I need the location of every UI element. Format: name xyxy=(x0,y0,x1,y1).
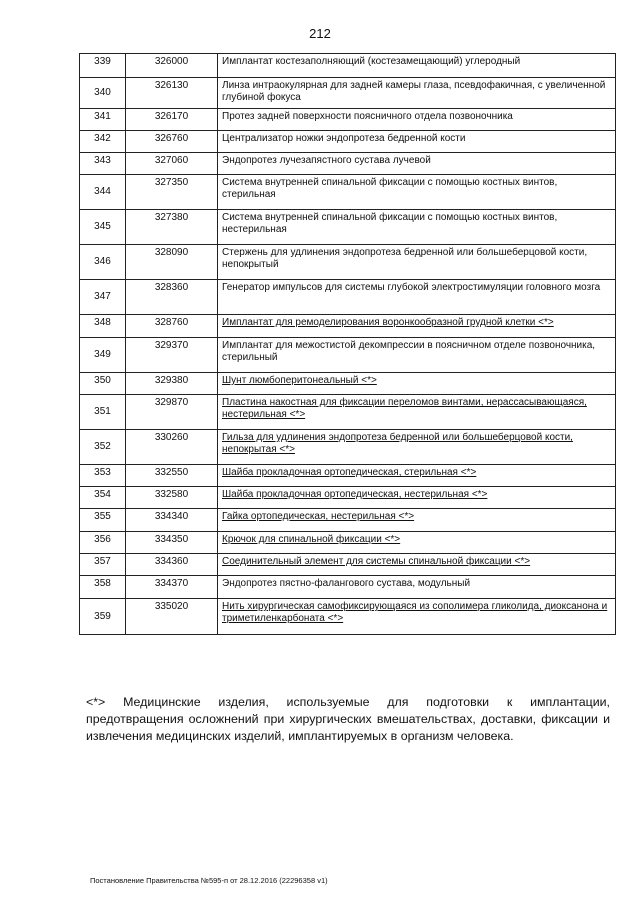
device-name-text: Генератор импульсов для системы глубокой электростимуляции головного мозга xyxy=(222,282,601,293)
document-footer: Постановление Правительства №595-п от 28.12.2016 (22296358 v1) xyxy=(90,876,328,885)
device-name xyxy=(218,175,616,210)
device-name xyxy=(218,315,616,338)
device-code: 334340 xyxy=(126,509,218,532)
table-row xyxy=(80,210,616,245)
device-code: 334350 xyxy=(126,532,218,554)
device-name-text: Соединительный элемент для системы спинальной фиксации <*> xyxy=(222,556,531,567)
device-name-text: Имплантат для ремоделирования воронкообразной грудной клетки <*> xyxy=(222,317,554,328)
device-name-text: Линза интраокулярная для задней камеры глаза, псевдофакичная, с увеличенной глубиной фокуса xyxy=(222,80,606,103)
table-row xyxy=(80,78,616,109)
device-name xyxy=(218,153,616,175)
device-name xyxy=(218,245,616,280)
table-row xyxy=(80,54,616,78)
device-code: 335020 xyxy=(126,599,218,635)
device-code: 326000 xyxy=(126,54,218,78)
device-code: 328760 xyxy=(126,315,218,338)
device-name-text: Имплантат для межостистой декомпрессии в поясничном отделе позвоночника, стерильный xyxy=(222,340,596,363)
device-name xyxy=(218,554,616,576)
row-number: 359 xyxy=(80,599,126,635)
table-row xyxy=(80,280,616,315)
row-number: 347 xyxy=(80,280,126,315)
table-row xyxy=(80,554,616,576)
device-name xyxy=(218,109,616,131)
device-name xyxy=(218,465,616,487)
table-row xyxy=(80,338,616,373)
medical-devices-table xyxy=(79,53,616,635)
row-number: 340 xyxy=(80,78,126,109)
device-name-text: Пластина накостная для фиксации переломов винтами, нерассасывающаяся, нестерильная <*> xyxy=(222,397,587,420)
row-number: 341 xyxy=(80,109,126,131)
row-number: 357 xyxy=(80,554,126,576)
device-name xyxy=(218,210,616,245)
table-body xyxy=(80,54,616,635)
table-row xyxy=(80,487,616,509)
row-number: 344 xyxy=(80,175,126,210)
device-name xyxy=(218,532,616,554)
device-code: 326760 xyxy=(126,131,218,153)
row-number: 354 xyxy=(80,487,126,509)
device-name-text: Протез задней поверхности поясничного отдела позвоночника xyxy=(222,111,513,122)
row-number: 358 xyxy=(80,576,126,599)
device-code: 329870 xyxy=(126,395,218,430)
device-name xyxy=(218,54,616,78)
device-code: 326170 xyxy=(126,109,218,131)
device-name xyxy=(218,78,616,109)
device-code: 328360 xyxy=(126,280,218,315)
device-name-text: Система внутренней спинальной фиксации с помощью костных винтов, стерильная xyxy=(222,177,558,200)
row-number: 348 xyxy=(80,315,126,338)
device-name xyxy=(218,373,616,395)
device-name xyxy=(218,395,616,430)
table-row xyxy=(80,532,616,554)
row-number: 345 xyxy=(80,210,126,245)
page-number: 212 xyxy=(309,26,331,41)
device-code: 328090 xyxy=(126,245,218,280)
device-name xyxy=(218,338,616,373)
device-code: 332550 xyxy=(126,465,218,487)
row-number: 343 xyxy=(80,153,126,175)
device-code: 329370 xyxy=(126,338,218,373)
row-number: 351 xyxy=(80,395,126,430)
device-name-text: Крючок для спинальной фиксации <*> xyxy=(222,534,401,545)
device-name-text: Система внутренней спинальной фиксации с помощью костных винтов, нестерильная xyxy=(222,212,558,235)
device-name-text: Эндопротез пястно-фалангового сустава, модульный xyxy=(222,578,471,589)
row-number: 342 xyxy=(80,131,126,153)
table-row xyxy=(80,576,616,599)
device-name-text: Имплантат костезаполняющий (костезамещающий) углеродный xyxy=(222,56,521,67)
device-name xyxy=(218,509,616,532)
device-code: 327060 xyxy=(126,153,218,175)
device-name xyxy=(218,280,616,315)
table-row xyxy=(80,373,616,395)
row-number: 353 xyxy=(80,465,126,487)
table-row xyxy=(80,509,616,532)
table-row xyxy=(80,395,616,430)
row-number: 339 xyxy=(80,54,126,78)
footnote: <*> Медицинские изделия, используемые для подготовки к имплантации, предотвращения осложнений при хирургических вмешательствах, доставки, фиксации и извлечения медицинских изделий, имплантируемых в организм человека. xyxy=(86,695,610,743)
device-name xyxy=(218,131,616,153)
table-row xyxy=(80,131,616,153)
device-name-text: Шунт люмбоперитонеальный <*> xyxy=(222,375,377,386)
device-name-text: Гайка ортопедическая, нестерильная <*> xyxy=(222,511,415,522)
device-code: 334360 xyxy=(126,554,218,576)
row-number: 355 xyxy=(80,509,126,532)
device-name-text: Гильза для удлинения эндопротеза бедренной или большеберцовой кости, непокрытая <*> xyxy=(222,432,573,455)
row-number: 349 xyxy=(80,338,126,373)
device-name xyxy=(218,487,616,509)
device-code: 332580 xyxy=(126,487,218,509)
table-row xyxy=(80,245,616,280)
device-code: 326130 xyxy=(126,78,218,109)
device-code: 327380 xyxy=(126,210,218,245)
row-number: 350 xyxy=(80,373,126,395)
row-number: 356 xyxy=(80,532,126,554)
table-row xyxy=(80,109,616,131)
table-row xyxy=(80,315,616,338)
table-row xyxy=(80,599,616,635)
device-name-text: Шайба прокладочная ортопедическая, нестерильная <*> xyxy=(222,489,488,500)
table-row xyxy=(80,465,616,487)
device-code: 334370 xyxy=(126,576,218,599)
device-code: 329380 xyxy=(126,373,218,395)
device-name xyxy=(218,599,616,635)
device-code: 327350 xyxy=(126,175,218,210)
device-name-text: Нить хирургическая самофиксирующаяся из сополимера гликолида, диоксанона и триметиленкарбоната <*> xyxy=(222,601,608,624)
device-name-text: Централизатор ножки эндопротеза бедренной кости xyxy=(222,133,466,144)
table-row xyxy=(80,153,616,175)
table-row xyxy=(80,175,616,210)
device-name-text: Стержень для удлинения эндопротеза бедренной или большеберцовой кости, непокрытый xyxy=(222,247,588,270)
device-name-text: Шайба прокладочная ортопедическая, стерильная <*> xyxy=(222,467,477,478)
table-row xyxy=(80,430,616,465)
device-name xyxy=(218,576,616,599)
row-number: 352 xyxy=(80,430,126,465)
device-name-text: Эндопротез лучезапястного сустава лучевой xyxy=(222,155,431,166)
device-name xyxy=(218,430,616,465)
row-number: 346 xyxy=(80,245,126,280)
device-code: 330260 xyxy=(126,430,218,465)
